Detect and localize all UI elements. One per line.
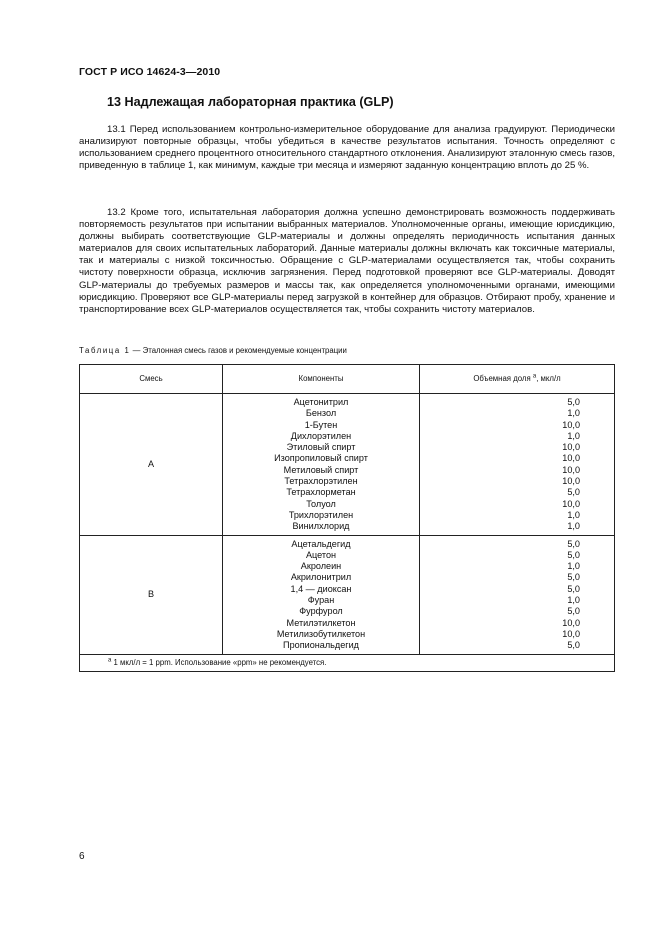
volume-fraction-value: 5,0 [567, 538, 580, 549]
table-caption [79, 346, 347, 355]
values-cell [420, 394, 615, 536]
component-name: Изопропиловый спирт [274, 453, 368, 464]
section-title: 13 Надлежащая лабораторная практика (GLP) [107, 95, 394, 109]
value-line [420, 640, 614, 651]
components-cell [223, 535, 420, 654]
document-header: ГОСТ Р ИСО 14624-3—2010 [79, 66, 221, 78]
volume-fraction-value: 5,0 [567, 606, 580, 617]
paragraph-13-2: 13.2 Кроме того, испытательная лаборатория должна успешно демонстрировать возможность поддерживать повторяемость результатов при испытании выбранных материалов. Уполномоченные органы, имеющие юрисдикцию, должны выбирать соответствующие GLP-материалы и должны определять периодичность испытания данных материалов для своих испытательных лабораторий. Данные материалы должны включать как токсичные материалы, так и материалы с низкой токсичностью. Обращение с GLP-материалами осуществляется так, чтобы сохранить чистоту поверхности образца, исключив загрязнения. Перед подготовкой проверяют все GLP-материалы. Доводят GLP-материалы до требуемых размеров и массы так, как определяется уполномоченными органами, имеющими юрисдикцию. Проверяют все GLP-материалы перед загрузкой в контейнер для образцов. Отбирают пробу, хранение и транспортирование всех GLP-материалов осуществляется так, чтобы сохранить чистоту материалов. [79, 207, 615, 315]
value-line [420, 584, 614, 595]
volume-fraction-value: 1,0 [567, 595, 580, 606]
volume-fraction-value: 5,0 [567, 572, 580, 583]
component-name: Метиловый спирт [283, 464, 359, 475]
components-cell [223, 394, 420, 536]
component-name: Тетрахлорметан [286, 487, 356, 498]
volume-fraction-value: 10,0 [562, 442, 580, 453]
table-caption-label: Таблица 1 [79, 346, 131, 355]
component-name: Метилизобутилкетон [276, 628, 366, 639]
component-name: Тетрахлорэтилен [284, 476, 358, 487]
volume-fraction-value: 10,0 [562, 628, 580, 639]
value-line [420, 499, 614, 510]
volume-fraction-value: 10,0 [562, 617, 580, 628]
value-line [420, 510, 614, 521]
table-footnote-row [80, 654, 615, 671]
column-header-components: Компоненты [223, 365, 420, 394]
volume-fraction-value: 10,0 [562, 498, 580, 509]
column-header-mix: Смесь [80, 365, 223, 394]
value-line [420, 550, 614, 561]
volume-fraction-value: 5,0 [567, 487, 580, 498]
component-name: Ацетальдегид [291, 538, 351, 549]
component-name: Трихлорэтилен [288, 509, 354, 520]
mix-name-cell: B [80, 535, 223, 654]
component-name: Толуол [306, 498, 336, 509]
component-name: Акролеин [300, 561, 342, 572]
component-name: 1-Бутен [304, 419, 338, 430]
value-line [420, 465, 614, 476]
component-name: Фуран [307, 595, 335, 606]
table-footnote [80, 654, 615, 671]
values-cell [420, 535, 615, 654]
volume-fraction-value: 10,0 [562, 419, 580, 430]
volume-fraction-value: 5,0 [567, 549, 580, 560]
table-row [80, 535, 615, 654]
footnote-text: 1 мкл/л = 1 ppm. Использование «ppm» не рекомендуется. [111, 657, 327, 667]
component-name: Бензол [305, 408, 337, 419]
value-line [420, 539, 614, 550]
value-line [420, 420, 614, 431]
component-name: Акрилонитрил [290, 572, 352, 583]
component-name: Ацетонитрил [293, 397, 349, 407]
footnote-mark: a [108, 657, 112, 664]
value-line [420, 572, 614, 583]
paragraph-13-1: 13.1 Перед использованием контрольно-измерительное оборудование для анализа градуируют. Периодически анализируют повторные образцы, чтобы убедиться в качестве результатов испытания. Точность определяют с использованием среднего процентного относительного стандартного отклонения. Анализируют эталонную смесь газов, приведенную в таблице 1, как минимум, каждые три месяца и измеряют заданную концентрацию вплоть до 25 %. [79, 124, 615, 172]
table-caption-text: — Эталонная смесь газов и рекомендуемые концентрации [130, 346, 347, 355]
gas-mixture-table [79, 364, 615, 672]
fraction-footnote-mark: a [532, 373, 537, 380]
component-name: Фурфурол [299, 606, 343, 617]
volume-fraction-value: 5,0 [567, 640, 580, 651]
value-line [420, 618, 614, 629]
volume-fraction-value: 1,0 [567, 430, 580, 441]
fraction-label: Объемная доля [473, 374, 531, 384]
table-row [80, 394, 615, 536]
value-line [420, 629, 614, 640]
volume-fraction-value: 10,0 [562, 464, 580, 475]
value-line [420, 521, 614, 532]
value-line [420, 431, 614, 442]
component-name: Пропиональдегид [283, 640, 359, 651]
value-line [420, 453, 614, 464]
volume-fraction-value: 1,0 [567, 509, 580, 520]
volume-fraction-value: 1,0 [567, 521, 580, 532]
volume-fraction-value: 10,0 [562, 476, 580, 487]
component-name: Ацетон [305, 549, 337, 560]
table-header-row [80, 365, 615, 394]
fraction-unit: , мкл/л [536, 374, 561, 384]
value-line [420, 561, 614, 572]
mix-name-cell: A [80, 394, 223, 536]
component-name: Винилхлорид [292, 521, 350, 532]
page-number: 6 [79, 851, 85, 862]
component-name: 1,4 — диоксан [290, 583, 352, 594]
volume-fraction-value: 10,0 [562, 453, 580, 464]
component-name: Метилэтилкетон [286, 617, 356, 628]
component-name: Этиловый спирт [286, 442, 356, 453]
value-line [420, 442, 614, 453]
component-name: Дихлорэтилен [290, 430, 352, 441]
value-line [420, 595, 614, 606]
volume-fraction-value: 5,0 [567, 397, 580, 407]
volume-fraction-value: 1,0 [567, 408, 580, 419]
value-line [420, 408, 614, 419]
volume-fraction-value: 5,0 [567, 583, 580, 594]
column-header-fraction [420, 365, 615, 394]
volume-fraction-value: 1,0 [567, 561, 580, 572]
value-line [420, 476, 614, 487]
value-line [420, 487, 614, 498]
value-line [420, 397, 614, 408]
value-line [420, 606, 614, 617]
